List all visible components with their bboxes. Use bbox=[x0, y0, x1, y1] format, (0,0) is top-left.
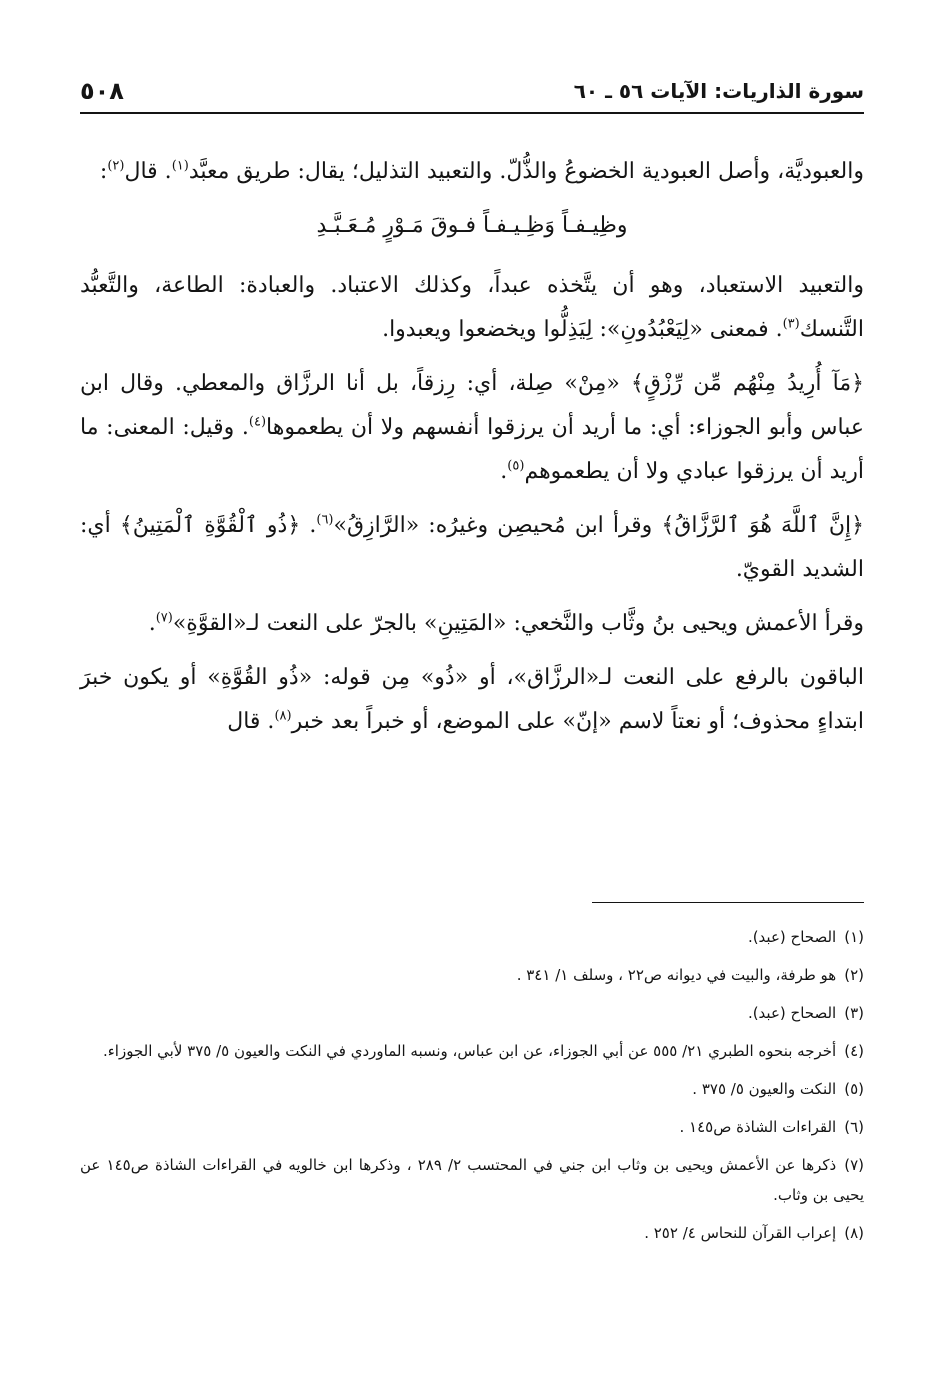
paragraph-5 bbox=[80, 602, 864, 646]
paragraph-1 bbox=[80, 150, 864, 194]
main-text bbox=[80, 150, 864, 754]
text-run: . فمعنى «لِيَعْبُدُونِ»: لِيَذِلُّوا ويخضعوا ويعبدوا. bbox=[382, 317, 783, 342]
footnote-text: الصحاح (عبد). bbox=[747, 1004, 837, 1022]
running-title: سورة الذاريات: الآيات ٥٦ ـ ٦٠ bbox=[573, 79, 864, 103]
footnote-1 bbox=[80, 922, 864, 952]
footnote-2 bbox=[80, 960, 864, 990]
page-header bbox=[80, 70, 864, 114]
footnote-number: (٥) bbox=[844, 1080, 864, 1098]
footnote-3 bbox=[80, 998, 864, 1028]
footnote-text: إعراب القرآن للنحاس ٤/ ٢٥٢ . bbox=[644, 1224, 837, 1242]
text-run: ﴿مَآ أُرِيدُ مِنْهُم مِّن رِّزْقٍ﴾ «مِنْ» صِلة، أي: رِزقاً، بل أنا الرزَّاق والمعطي. وقال ابن عباس وأبو الجوزاء: أي: ما أريد أن يرزقوا أنفسهم ولا أن يطعموها bbox=[80, 371, 864, 440]
footnote-text: هو طرفة، والبيت في ديوانه ص٢٢ ، وسلف ١/ ٣٤١ . bbox=[516, 966, 837, 984]
paragraph-3 bbox=[80, 362, 864, 494]
footnote-ref: (٦) bbox=[316, 512, 334, 528]
text-run: . قال bbox=[227, 709, 275, 734]
footnote-number: (٤) bbox=[844, 1042, 864, 1060]
footnote-number: (٨) bbox=[844, 1224, 864, 1242]
footnote-number: (٢) bbox=[844, 966, 864, 984]
text-run: . قال bbox=[124, 159, 172, 184]
text-run: . وقيل: المعنى: ما أريد أن يرزقوا عبادي ولا أن يطعموهم bbox=[80, 415, 864, 484]
footnote-ref: (٤) bbox=[248, 414, 267, 430]
footnote-8 bbox=[80, 1218, 864, 1248]
footnote-separator bbox=[592, 902, 864, 903]
footnote-text: القراءات الشاذة ص١٤٥ . bbox=[679, 1118, 837, 1136]
poetry-verse: وظِيـفـاً وَظِـيـفـاً فـوقَ مَـوْرٍ مُـعَـبَّـدِ bbox=[316, 213, 628, 238]
footnote-number: (٧) bbox=[844, 1156, 865, 1174]
footnote-ref: (٨) bbox=[274, 708, 292, 724]
text-run: والعبوديَّة، وأصل العبودية الخضوعُ والذُّلّ. والتعبيد التذليل؛ يقال: طريق معبَّد bbox=[188, 159, 864, 184]
footnote-6 bbox=[80, 1112, 864, 1142]
text-run: ﴿إِنَّ ٱللَّهَ هُوَ ٱلرَّزَّاقُ﴾ وقرأ ابن مُحيصِن وغيرُه: «الرَّازِقُ» bbox=[333, 513, 864, 538]
footnote-number: (٣) bbox=[844, 1004, 864, 1022]
footnote-text: ذكرها عن الأعمش ويحيى بن وثاب ابن جني في المحتسب ٢/ ٢٨٩ ، وذكرها ابن خالويه في القراءات الشاذة ص١٤٥ عن يحيى بن وثاب. bbox=[80, 1156, 864, 1204]
text-run: . bbox=[148, 611, 156, 636]
paragraph-2 bbox=[80, 264, 864, 352]
footnote-5 bbox=[80, 1074, 864, 1104]
footnote-ref: (٣) bbox=[782, 316, 800, 332]
page-number: ٥٠٨ bbox=[80, 77, 124, 105]
text-run: . bbox=[500, 459, 508, 484]
footnote-ref: (٧) bbox=[155, 610, 173, 626]
footnote-number: (١) bbox=[844, 928, 864, 946]
text-run: الباقون بالرفع على النعت لـ«الرزَّاق»، أو «ذُو» مِن قوله: «ذُو القُوَّةِ» أو يكون خبرَ ابتداءٍ محذوف؛ أو نعتاً لاسم «إنّ» على الموضع، أو خبراً بعد خبر bbox=[80, 665, 864, 734]
footnote-7 bbox=[80, 1150, 864, 1210]
footnote-ref: (١) bbox=[171, 158, 189, 174]
footnote-4 bbox=[80, 1036, 864, 1066]
footnotes bbox=[80, 922, 864, 1256]
text-run: . ﴿ذُو ٱلْقُوَّةِ ٱلْمَتِينُ﴾ أي: الشديد القويّ. bbox=[80, 513, 864, 582]
text-run: وقرأ الأعمش ويحيى بنُ وثَّاب والنَّخعي: «المَتِينِ» بالجرّ على النعت لـ«القوَّةِ» bbox=[172, 611, 864, 636]
footnote-number: (٦) bbox=[844, 1118, 864, 1136]
footnote-text: أخرجه بنحوه الطبري ٢١/ ٥٥٥ عن أبي الجوزاء، عن ابن عباس، ونسبه الماوردي في النكت والعيون ٥/ ٣٧٥ لأبي الجوزاء. bbox=[102, 1042, 837, 1060]
footnote-text: الصحاح (عبد). bbox=[747, 928, 837, 946]
footnote-ref: (٢) bbox=[107, 158, 125, 174]
footnote-text: النكت والعيون ٥/ ٣٧٥ . bbox=[692, 1080, 837, 1098]
paragraph-4 bbox=[80, 504, 864, 592]
text-run: : bbox=[99, 159, 108, 184]
paragraph-6 bbox=[80, 656, 864, 744]
text-run: والتعبيد الاستعباد، وهو أن يتَّخذه عبداً، وكذلك الاعتباد. والعبادة: الطاعة، والتَّعبُّد التَّنسك bbox=[80, 273, 864, 342]
footnote-ref: (٥) bbox=[507, 458, 525, 474]
